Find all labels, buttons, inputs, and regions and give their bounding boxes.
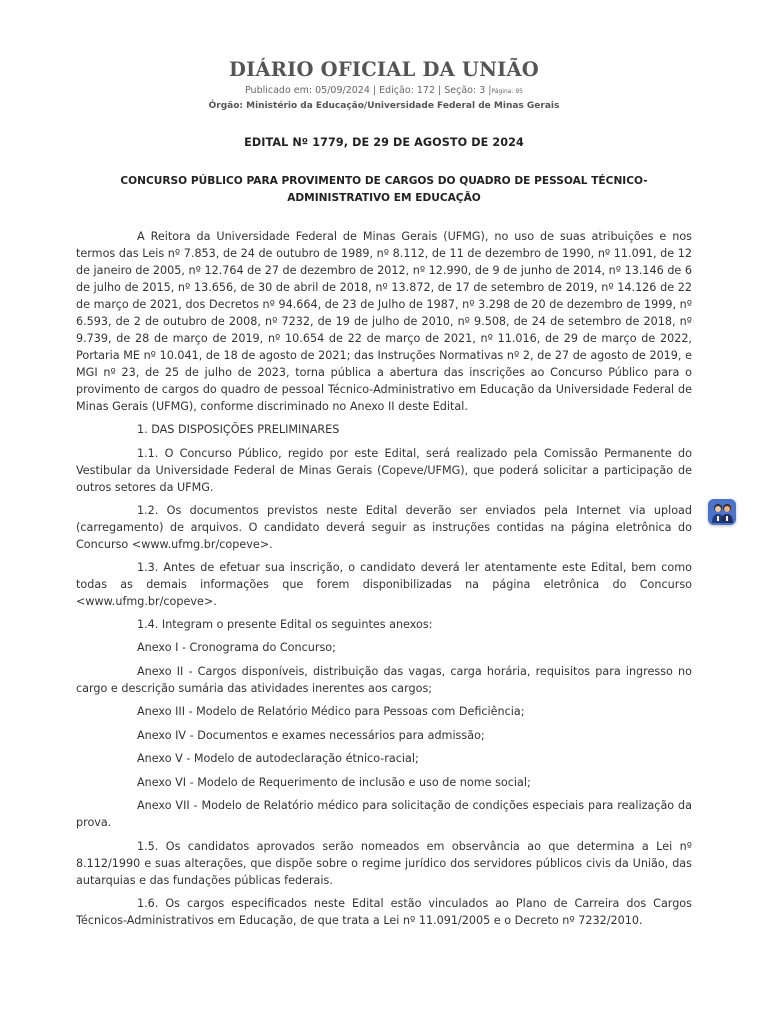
masthead (0, 58, 768, 113)
edital-number: EDITAL Nº 1779, DE 29 DE AGOSTO DE 2024 (244, 136, 524, 149)
clause-1-5: 1.5. Os candidatos aprovados serão nomeados em observância ao que determina a Lei nº 8.112/1990 e suas alterações, que dispõe sobre o regime jurídico dos servidores públicos civis da União, das autarquias e das fundações públicas federais. (76, 839, 692, 887)
issuing-organ: Órgão: Ministério da Educação/Universidade Federal de Minas Gerais (208, 101, 560, 111)
annex-item: Anexo III - Modelo de Relatório Médico para Pessoas com Deficiência; (137, 705, 525, 718)
gazette-title: DIÁRIO OFICIAL DA UNIÃO (229, 58, 539, 81)
clause-1-3: 1.3. Antes de efetuar sua inscrição, o candidato deverá ler atentamente este Edital, bem como todas as demais informações que forem disponibilizadas na página eletrônica do Concurso <www.ufmg.br/copeve>. (76, 560, 692, 608)
publication-info (0, 83, 768, 99)
clause-1-1: 1.1. O Concurso Público, regido por este Edital, será realizado pela Comissão Permanente do Vestibular da Universidade Federal de Minas Gerais (Copeve/UFMG), que poderá solicitar a participação de outros setores da UFMG. (76, 446, 692, 494)
clause-1-4: 1.4. Integram o presente Edital os seguintes anexos: (137, 617, 433, 631)
preamble-paragraph: A Reitora da Universidade Federal de Minas Gerais (UFMG), no uso de suas atribuições e nos termos das Leis nº 7.853, de 24 de outubro de 1989, nº 8.112, de 11 de dezembro de 1990, nº 11.091, de 12 de janeiro de 2005, nº 12.764 de 27 de dezembro de 2012, nº 12.990, de 9 de junho de 2014, nº 13.146 de 6 de julho de 2015, nº 13.656, de 30 de abril de 2018, nº 13.872, de 17 de setembro de 2019, nº 14.126 de 22 de março de 2021, dos Decretos nº 94.664, de 23 de Julho de 1987, nº 3.298 de 20 de dezembro de 1999, nº 6.593, de 2 de outubro de 2008, nº 7232, de 19 de julho de 2010, nº 9.508, de 24 de setembro de 2018, nº 9.739, de 28 de março de 2019, nº 10.654 de 22 de março de 2021, nº 11.016, de 29 de março de 2022, Portaria ME nº 10.041, de 18 de agosto de 2021; das Instruções Normativas nº 2, de 27 de agosto de 2019, e MGI nº 23, de 25 de julho de 2023, torna pública a abertura das inscrições ao Concurso Público para o provimento de cargos do quadro de pessoal Técnico-Administrativo em Educação da Universidade Federal de Minas Gerais (UFMG), conforme discriminado no Anexo II deste Edital. (76, 230, 692, 413)
annex-item: Anexo VI - Modelo de Requerimento de inclusão e uso de nome social; (137, 775, 531, 789)
publication-details: Publicado em: 05/09/2024 | Edição: 172 | Seção: 3 | (245, 85, 492, 96)
clause-1-2: 1.2. Os documentos previstos neste Edital deverão ser enviados pela Internet via upload (carregamento) de arquivos. O candidato deverá seguir as instruções contidas na página eletrônica do Concurso <www.ufmg.br/copeve>. (76, 503, 692, 551)
section-heading: 1. DAS DISPOSIÇÕES PRELIMINARES (137, 423, 340, 436)
page-number: Página: 95 (491, 88, 523, 95)
annex-item: Anexo V - Modelo de autodeclaração étnico-racial; (137, 752, 419, 765)
floating-assistant-button[interactable] (708, 499, 736, 525)
annex-item: Anexo VII - Modelo de Relatório médico para solicitação de condições especiais para realização da prova. (76, 799, 692, 829)
annex-item: Anexo I - Cronograma do Concurso; (137, 641, 336, 654)
annex-item: Anexo IV - Documentos e exames necessários para admissão; (137, 728, 485, 742)
document-body (76, 228, 692, 935)
annex-item: Anexo II - Cargos disponíveis, distribuição das vagas, carga horária, requisitos para ingresso no cargo e descrição sumária das atividades inerentes aos cargos; (76, 664, 692, 695)
people-avatar-icon (708, 499, 736, 525)
clause-1-6: 1.6. Os cargos especificados neste Edital estão vinculados ao Plano de Carreira dos Cargos Técnicos-Administrativos em Educação, de que trata a Lei nº 11.091/2005 e o Decreto nº 7232/2010. (76, 896, 692, 927)
edital-subject: CONCURSO PÚBLICO PARA PROVIMENTO DE CARGOS DO QUADRO DE PESSOAL TÉCNICO-ADMINISTRATIVO EM EDUCAÇÃO (120, 175, 648, 204)
